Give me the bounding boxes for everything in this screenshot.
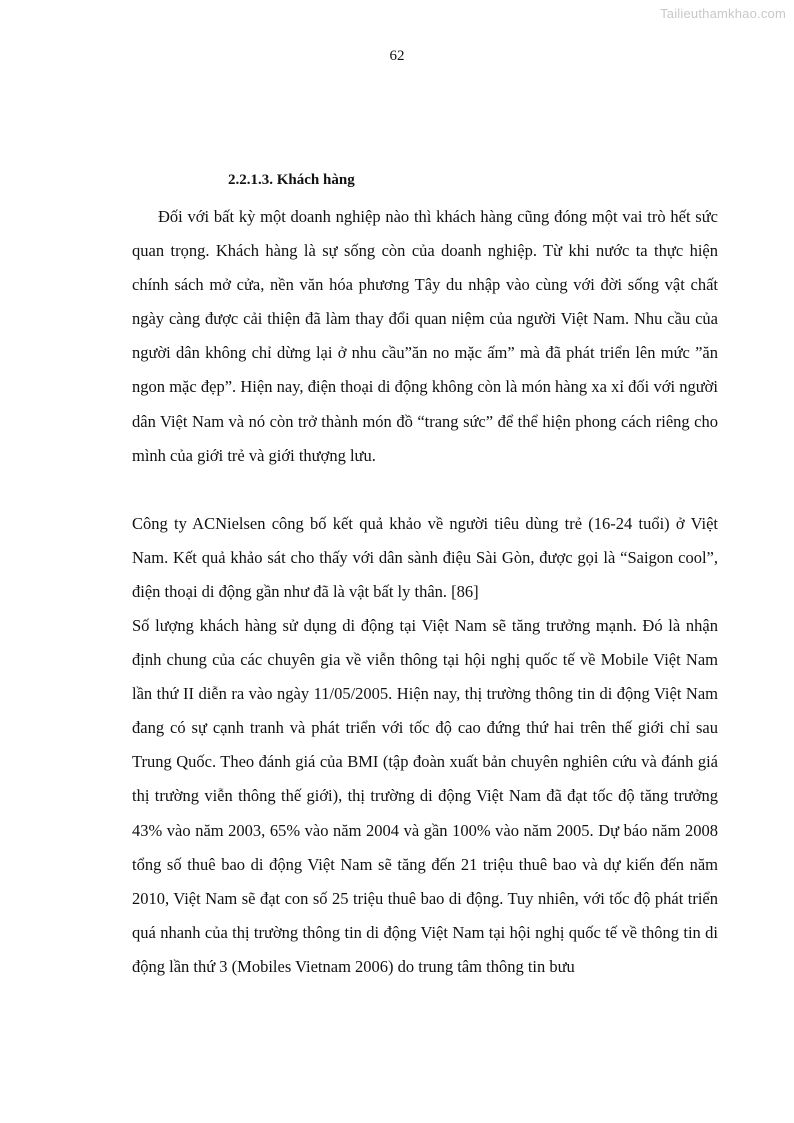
- paragraph-2-block: [132, 507, 718, 609]
- watermark: Tailieuthamkhao.com: [660, 6, 786, 21]
- paragraph-1: Đối với bất kỳ một doanh nghiệp nào thì khách hàng cũng đóng một vai trò hết sức quan trọng. Khách hàng là sự sống còn của doanh nghiệp. Từ khi nước ta thực hiện chính sách mở cửa, nền văn hóa phương Tây du nhập vào cùng với đời sống vật chất ngày càng được cải thiện đã làm thay đổi quan niệm của người Việt Nam. Nhu cầu của người dân không chỉ dừng lại ở nhu cầu”ăn no mặc ấm” mà đã phát triển lên mức ”ăn ngon mặc đẹp”. Hiện nay, điện thoại di động không còn là món hàng xa xỉ đối với người dân Việt Nam và nó còn trở thành món đồ “trang sức” để thể hiện phong cách riêng cho mình của giới trẻ và giới thượng lưu.: [132, 207, 718, 465]
- paragraph-3-block: [132, 609, 718, 984]
- page-number: 62: [389, 48, 405, 64]
- paragraph-3: Số lượng khách hàng sử dụng di động tại Việt Nam sẽ tăng trưởng mạnh. Đó là nhận định chung của các chuyên gia về viễn thông tại hội nghị quốc tế về Mobile Việt Nam lần thứ II diễn ra vào ngày 11/05/2005. Hiện nay, thị trường thông tin di động Việt Nam đang có sự cạnh tranh và phát triển với tốc độ cao đứng thứ hai trên thế giới chỉ sau Trung Quốc. Theo đánh giá của BMI (tập đoàn xuất bản chuyên nghiên cứu và đánh giá thị trường viễn thông thế giới), thị trường di động Việt Nam đã đạt tốc độ tăng trưởng 43% vào năm 2003, 65% vào năm 2004 và gần 100% vào năm 2005. Dự báo năm 2008 tổng số thuê bao di động Việt Nam sẽ tăng đến 21 triệu thuê bao và dự kiến đến năm 2010, Việt Nam sẽ đạt con số 25 triệu thuê bao di động. Tuy nhiên, với tốc độ phát triển quá nhanh của thị trường thông tin di động Việt Nam tại hội nghị quốc tế về thông tin di động lần thứ 3 (Mobiles Vietnam 2006) do trung tâm thông tin bưu: [132, 616, 718, 976]
- paragraph-1-block: [132, 200, 718, 473]
- paragraph-2: Công ty ACNielsen công bố kết quả khảo về người tiêu dùng trẻ (16-24 tuổi) ở Việt Nam. Kết quả khảo sát cho thấy với dân sành điệu Sài Gòn, được gọi là “Saigon cool”, điện thoại di động gần như đã là vật bất ly thân. [86]: [132, 514, 718, 602]
- section-heading: 2.2.1.3. Khách hàng: [228, 172, 355, 188]
